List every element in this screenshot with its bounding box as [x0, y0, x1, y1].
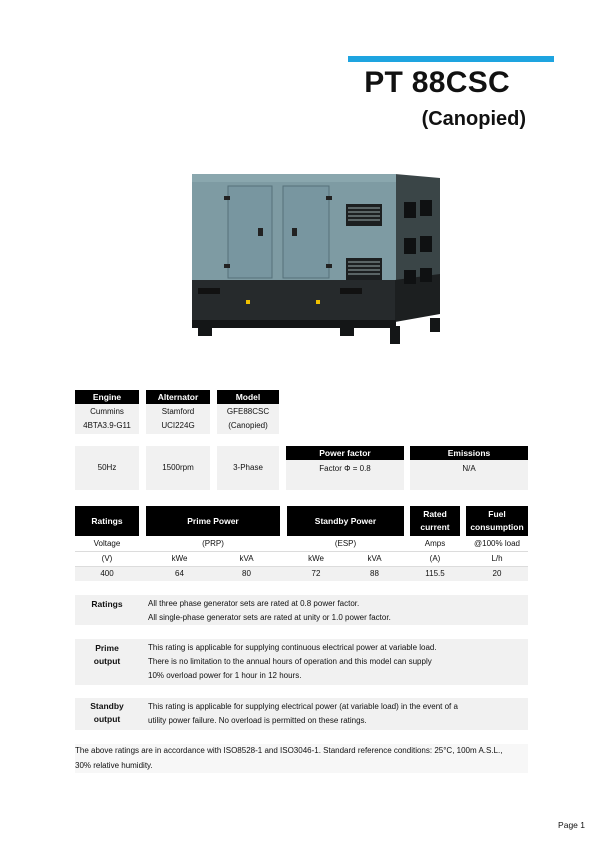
generator-image	[190, 168, 450, 358]
standby-kva-value: 88	[370, 569, 379, 578]
fuel-value: 20	[492, 569, 502, 578]
prime-kwe-unit: kWe	[171, 554, 188, 563]
power-factor-value	[286, 460, 404, 490]
ratings-note-heading: Ratings	[91, 599, 123, 609]
model-label: Model	[217, 390, 279, 404]
phase-value: 3-Phase	[217, 446, 279, 490]
voltage-unit: (V)	[101, 554, 113, 563]
standby-note-heading	[75, 700, 139, 726]
standby-kwe-value: 72	[311, 569, 321, 578]
engine-model: 4BTA3.9-G11	[83, 421, 131, 430]
model-code: GFE88CSC	[226, 407, 270, 416]
standby-note-line: This rating is applicable for supplying electrical power (at variable load) in the event of a	[148, 702, 458, 711]
current-unit: (A)	[429, 554, 441, 563]
fuel-unit: L/h	[491, 554, 503, 563]
emissions-label: Emissions	[410, 446, 528, 460]
fuel-consumption-header: Fuel consumption	[466, 506, 528, 536]
engine-value	[75, 404, 139, 434]
emissions-value	[410, 460, 528, 490]
standby-power-header: Standby Power	[287, 506, 404, 536]
alternator-make: Stamford	[161, 407, 195, 416]
standby-kwe-unit: kWe	[308, 554, 324, 563]
prime-heading-line: Prime	[95, 643, 119, 653]
frequency-value: 50Hz	[75, 446, 139, 490]
alternator-model: UCI224G	[161, 421, 195, 430]
power-factor-text: Factor Φ = 0.8	[319, 464, 371, 473]
standards-note-line: The above ratings are in accordance with ISO8528-1 and ISO3046-1. Standard reference conditions: 25°C, 100m A.S.L.,	[75, 746, 503, 755]
speed-value: 1500rpm	[146, 446, 210, 490]
voltage-value: 400	[100, 569, 114, 578]
emissions-text: N/A	[462, 464, 476, 473]
ratings-header: Ratings	[75, 506, 139, 536]
rated-current-header: Rated current	[410, 506, 460, 536]
prime-note-line: There is no limitation to the annual hours of operation and this model can supply	[148, 657, 432, 666]
standby-kva-unit: kVA	[367, 554, 382, 563]
current-value: 115.5	[425, 569, 445, 578]
prime-kwe-value: 64	[175, 569, 184, 578]
page-number: Page 1	[558, 820, 585, 830]
ratings-note-line: All three phase generator sets are rated at 0.8 power factor.	[148, 599, 360, 608]
alternator-label: Alternator	[146, 390, 210, 404]
prp-label: (PRP)	[202, 539, 224, 548]
standby-heading-line: output	[93, 714, 121, 724]
alternator-value	[146, 404, 210, 434]
engine-label: Engine	[75, 390, 139, 404]
page-subtitle: (Canopied)	[421, 108, 526, 130]
page-title: PT 88CSC	[364, 66, 510, 99]
prime-note-line: This rating is applicable for supplying continuous electrical power at variable load.	[148, 643, 437, 652]
standby-heading-line: Standby	[90, 701, 124, 711]
model-variant: (Canopied)	[228, 421, 268, 430]
prime-note-heading	[75, 642, 139, 668]
prime-power-header: Prime Power	[146, 506, 280, 536]
voltage-label: Voltage	[93, 539, 121, 548]
prime-kva-unit: kVA	[239, 554, 254, 563]
standards-note	[75, 744, 528, 773]
esp-label: (ESP)	[334, 539, 357, 548]
prime-heading-line: output	[93, 656, 121, 666]
standards-note-line: 30% relative humidity.	[75, 760, 153, 770]
prime-kva-value: 80	[242, 569, 251, 578]
model-value	[217, 404, 279, 434]
fuel-load-label: @100% load	[474, 539, 520, 548]
accent-bar	[348, 56, 554, 62]
prime-note-line: 10% overload power for 1 hour in 12 hours.	[148, 671, 302, 680]
power-factor-label: Power factor	[286, 446, 404, 460]
ratings-note-line: All single-phase generator sets are rated at unity or 1.0 power factor.	[148, 613, 391, 622]
engine-make: Cummins	[90, 407, 124, 416]
table-row-divider	[75, 551, 528, 552]
standby-note-line: utility power failure. No overload is permitted on these ratings.	[148, 716, 367, 725]
amps-label: Amps	[424, 539, 446, 548]
